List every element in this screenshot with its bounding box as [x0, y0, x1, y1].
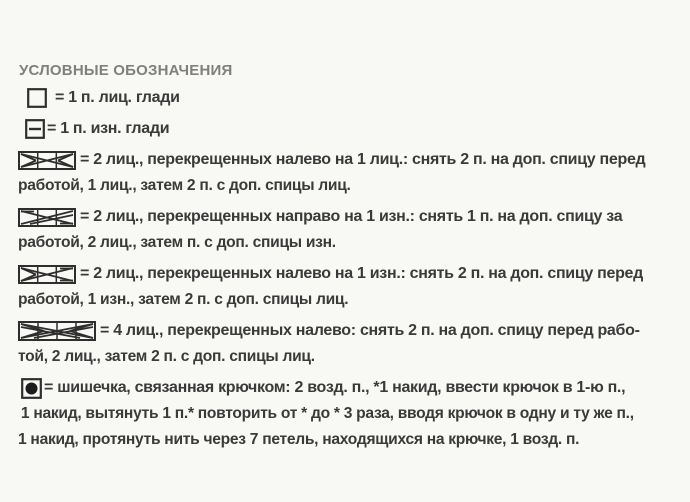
legend-entry-purl [18, 116, 676, 142]
legend-entry-cable-left-4 [18, 318, 676, 370]
legend-text-line: = шишечка, связанная крючком: 2 возд. п., *1 накид, ввести крючок в 1-ю п., [44, 379, 626, 396]
legend-text-line: = 4 лиц., перекрещенных налево: снять 2 п. на доп. спицу перед рабо- [100, 322, 640, 339]
legend-text-line: = 2 лиц., перекрещенных налево на 1 изн.: снять 2 п. на доп. спицу перед [80, 265, 644, 282]
cable-2-left-over-1-knit-icon [18, 151, 76, 170]
legend-entry-row [18, 375, 676, 401]
legend-text-line: той, 2 лиц., затем 2 п. с доп. спицы лиц. [18, 348, 315, 365]
purl-stitch-square-icon [25, 119, 45, 139]
legend-entry-knit [18, 85, 676, 111]
legend-entry-row [18, 318, 676, 344]
legend-text-line: работой, 1 лиц., затем 2 п. с доп. спицы лиц. [18, 177, 351, 194]
legend-entry-row [18, 147, 676, 173]
cable-4-left-icon [18, 321, 96, 341]
legend-text-line: 1 накид, протянуть нить через 7 петель, находящихся на крючке, 1 возд. п. [18, 431, 580, 448]
legend-entry-cable-left-knit [18, 147, 676, 199]
knit-stitch-square-icon [27, 88, 47, 108]
legend-text-line: работой, 2 лиц., затем п. с доп. спицы изн. [18, 234, 336, 251]
crochet-bobble-icon [21, 378, 42, 399]
cable-2-left-over-1-purl-icon [18, 265, 76, 284]
legend-text-line: = 1 п. изн. глади [47, 120, 170, 137]
cable-2-right-over-1-purl-icon [18, 208, 76, 227]
legend-entry-row [18, 116, 676, 142]
legend-title: УСЛОВНЫЕ ОБОЗНАЧЕНИЯ [19, 62, 233, 79]
legend-entry-cable-left-purl [18, 261, 676, 313]
legend-text-line: работой, 1 изн., затем 2 п. с доп. спицы лиц. [18, 291, 349, 308]
legend-text-line: = 2 лиц., перекрещенных направо на 1 изн.: снять 1 п. на доп. спицу за [80, 208, 623, 225]
legend-text-line: = 1 п. лиц. глади [55, 89, 180, 106]
legend-entry-cable-right-purl [18, 204, 676, 256]
legend-entry-row [18, 85, 676, 111]
legend-entry-row [18, 204, 676, 230]
legend-entry-row [18, 261, 676, 287]
legend-text-line: 1 накид, вытянуть 1 п.* повторить от * до * 3 раза, вводя крючок в одну и ту же п., [20, 405, 634, 422]
legend-entry-bobble [18, 375, 676, 453]
legend-text-line: = 2 лиц., перекрещенных налево на 1 лиц.: снять 2 п. на доп. спицу перед [80, 151, 646, 168]
